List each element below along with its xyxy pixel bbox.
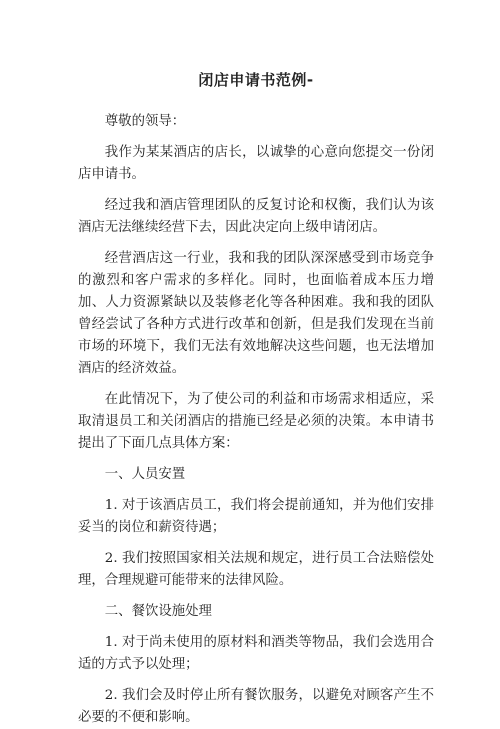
document-title: 闭店申请书范例- (198, 71, 314, 89)
paragraph-intro: 我作为某某酒店的店长，以诚挚的心意向您提交一份闭店申请书。 (78, 145, 434, 182)
dining-item-2: 2. 我们会及时停止所有餐饮服务，以避免对顾客产生不必要的不便和影响。 (78, 688, 434, 725)
paragraph-background: 经营酒店这一行业，我和我的团队深深感受到市场竞争的激烈和客户需求的多样化。同时，也面临着成本压力增加、人力资源紧缺以及装修老化等各种困难。我和我的团队曾经尝试了各种方式进行改革和创新，但是我们发现在当前市场的环境下，我们无法有效地解决这些问题，也无法增加酒店的经济效益。 (78, 251, 434, 376)
greeting: 尊敬的领导： (104, 114, 186, 129)
paragraph-decision: 经过我和酒店管理团队的反复讨论和权衡，我们认为该酒店无法继续经营下去，因此决定向上级申请闭店。 (78, 198, 434, 235)
dining-item-1: 1. 对于尚未使用的原材料和酒类等物品，我们会选用合适的方式予以处理； (78, 635, 434, 672)
section-heading-staff: 一、人员安置 (104, 467, 186, 482)
section-heading-dining: 二、餐饮设施处理 (104, 604, 212, 619)
staff-item-2: 2. 我们按照国家相关法规和规定，进行员工合法赔偿处理，合理规避可能带来的法律风险。 (78, 551, 434, 588)
paragraph-plan-intro: 在此情况下，为了使公司的利益和市场需求相适应，采取清退员工和关闭酒店的措施已经是必须的决策。本申请书提出了下面几点具体方案： (78, 392, 434, 451)
staff-item-1: 1. 对于该酒店员工，我们将会提前通知，并为他们安排妥当的岗位和薪资待遇； (78, 498, 434, 535)
